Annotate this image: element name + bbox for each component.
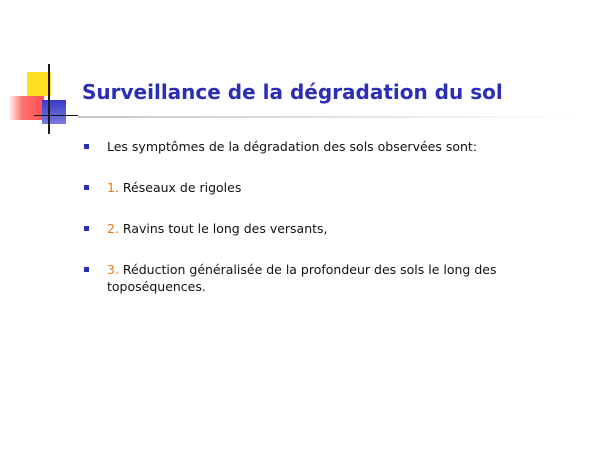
bullet-item-2 [84, 220, 524, 237]
decorative-corner-logo [0, 0, 90, 140]
bullet-text: Ravins tout le long des versants, [122, 221, 328, 236]
bullet-square-icon [84, 267, 89, 272]
title-underline [78, 116, 578, 118]
bullet-square-icon [84, 185, 89, 190]
bullet-list [84, 138, 524, 295]
bullet-item-intro [84, 138, 524, 155]
bullet-item-3 [84, 261, 524, 295]
horizontal-line-decoration [34, 115, 78, 116]
slide-title: Surveillance de la dégradation du sol [82, 80, 503, 104]
bullet-item-1 [84, 179, 524, 196]
bullet-text: Les symptômes de la dégradation des sols observées sont: [107, 139, 478, 154]
bullet-text: Réduction généralisée de la profondeur des sols le long des toposéquences. [107, 262, 497, 294]
bullet-square-icon [84, 226, 89, 231]
bullet-text: Réseaux de rigoles [122, 180, 242, 195]
blue-square-decoration [42, 100, 66, 124]
red-square-decoration [8, 96, 44, 120]
bullet-number: 1. [107, 180, 119, 195]
vertical-line-decoration [48, 64, 50, 134]
bullet-number: 2. [107, 221, 119, 236]
bullet-number: 3. [107, 262, 119, 277]
bullet-square-icon [84, 144, 89, 149]
